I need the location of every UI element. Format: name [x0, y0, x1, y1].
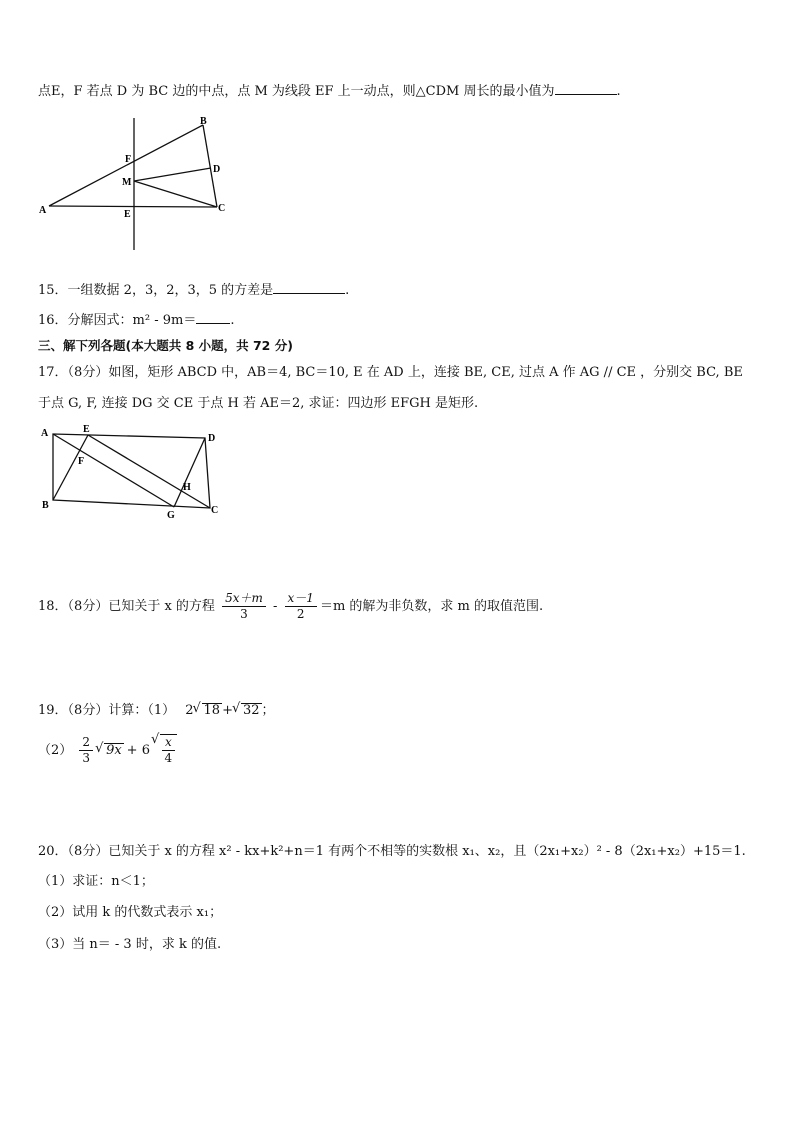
q17-seg-CE: [88, 435, 210, 508]
q19-line1: [38, 702, 764, 720]
section-3-title: 三、解下列各题(本大题共 8 小题，共 72 分): [38, 338, 293, 353]
q19-p1-end: ；: [261, 703, 275, 718]
q14-figure: [35, 112, 245, 254]
q17-label-G: G: [167, 510, 175, 521]
q14-label-M: M: [122, 177, 132, 188]
q14-seg-MC: [134, 181, 217, 207]
q19-p2-rad-num: √ x: [162, 735, 175, 751]
q14-end: .: [616, 84, 621, 99]
q20-sub3: （3）当 n＝ - 3 时，求 k 的值.: [38, 937, 222, 952]
q14-label-A: A: [39, 205, 47, 216]
q19-p2-rad-den: 4: [164, 751, 173, 765]
q14-label-B: B: [200, 116, 207, 127]
q14-text: 点E，F 若点 D 为 BC 边的中点，点 M 为线段 EF 上一动点，则△CDM 周长的最小值为: [38, 84, 555, 99]
q15-text: 15．一组数据 2，3，2，3，5 的方差是: [38, 283, 274, 298]
q16-end: .: [230, 313, 235, 328]
q18-line: [38, 590, 764, 624]
q17-label-D: D: [208, 433, 216, 444]
q19-p2-frac-num: 2: [79, 735, 93, 751]
q15-answer-blank[interactable]: [273, 281, 345, 294]
q16-text: 16．分解因式：m² - 9m＝: [38, 313, 197, 328]
q19-p1-radical-2: √ 32: [241, 703, 262, 718]
q20-line1: 20．（8分）已知关于 x 的方程 x² - kx+k²+n＝1 有两个不相等的实数根 x₁、x₂，且（2x₁+x₂）² - 8（2x₁+x₂）+15＝1.: [38, 844, 746, 859]
q14-label-D: D: [213, 164, 221, 175]
q19-p2-label: （2）: [38, 743, 73, 758]
q19-prefix: 19．（8分）计算：（1）: [38, 703, 176, 718]
q17-label-E: E: [83, 424, 90, 435]
q19-p2-plus: + 6: [126, 743, 150, 758]
q14-label-E: E: [124, 209, 131, 220]
q17-line2: 于点 G, F, 连接 DG 交 CE 于点 H 若 AE＝2, 求证：四边形 EFGH 是矩形.: [38, 396, 479, 411]
q20-sub2: （2）试用 k 的代数式表示 x₁；: [38, 905, 223, 920]
q19-p1-radical-1: √ 18: [202, 703, 223, 718]
q18-frac1-num: 5x＋m: [222, 591, 266, 607]
q17-label-B: B: [42, 500, 49, 511]
q19-p2-radical-2: [160, 734, 177, 766]
q17-rectangle-ABCD: [53, 434, 210, 508]
q19-p1-coef: 2: [185, 703, 194, 718]
q14-label-C: C: [218, 203, 226, 214]
q18-prefix: 18．（8分）已知关于 x 的方程: [38, 599, 215, 614]
q17-label-F: F: [78, 456, 85, 467]
q14-text-line: [38, 82, 764, 101]
q19-line2: [38, 734, 764, 770]
q15-line: [38, 281, 764, 300]
q16-line: [38, 311, 764, 330]
q20-sub1: （1）求证：n＜1；: [38, 874, 154, 889]
q17-label-H: H: [183, 482, 191, 493]
q19-p2-fraction: [79, 735, 93, 766]
q14-answer-blank[interactable]: [555, 82, 617, 95]
q17-line1: 17．（8分）如图，矩形 ABCD 中，AB＝4, BC＝10, E 在 AD 上，连接 BE, CE, 过点 A 作 AG // CE ，分别交 BC, BE: [38, 365, 743, 380]
q19-p2-rad-fraction: [162, 735, 175, 766]
q19-p2-radical-1: √ 9x: [104, 743, 124, 758]
q19-p1-plus: +: [222, 703, 233, 718]
q16-answer-blank[interactable]: [196, 311, 230, 324]
q18-frac1-den: 3: [240, 607, 248, 621]
q18-fraction-1: [222, 591, 266, 622]
q18-suffix: ＝m 的解为非负数，求 m 的取值范围.: [319, 599, 544, 614]
q18-frac2-num: x－1: [285, 591, 317, 607]
q18-minus: -: [268, 599, 282, 614]
q14-label-F: F: [125, 154, 132, 165]
q18-fraction-2: [285, 591, 317, 622]
q18-frac2-den: 2: [296, 607, 305, 621]
q15-end: .: [345, 283, 350, 298]
q17-label-A: A: [41, 428, 49, 439]
q14-side-AB: [49, 125, 203, 206]
q17-figure: [36, 422, 236, 522]
q17-seg-AG: [53, 434, 174, 507]
q19-p2-frac-den: 3: [82, 751, 91, 765]
q14-side-AC: [49, 206, 217, 207]
q14-seg-MD: [134, 168, 211, 181]
q17-seg-DG: [174, 438, 205, 507]
q17-label-C: C: [211, 505, 219, 516]
